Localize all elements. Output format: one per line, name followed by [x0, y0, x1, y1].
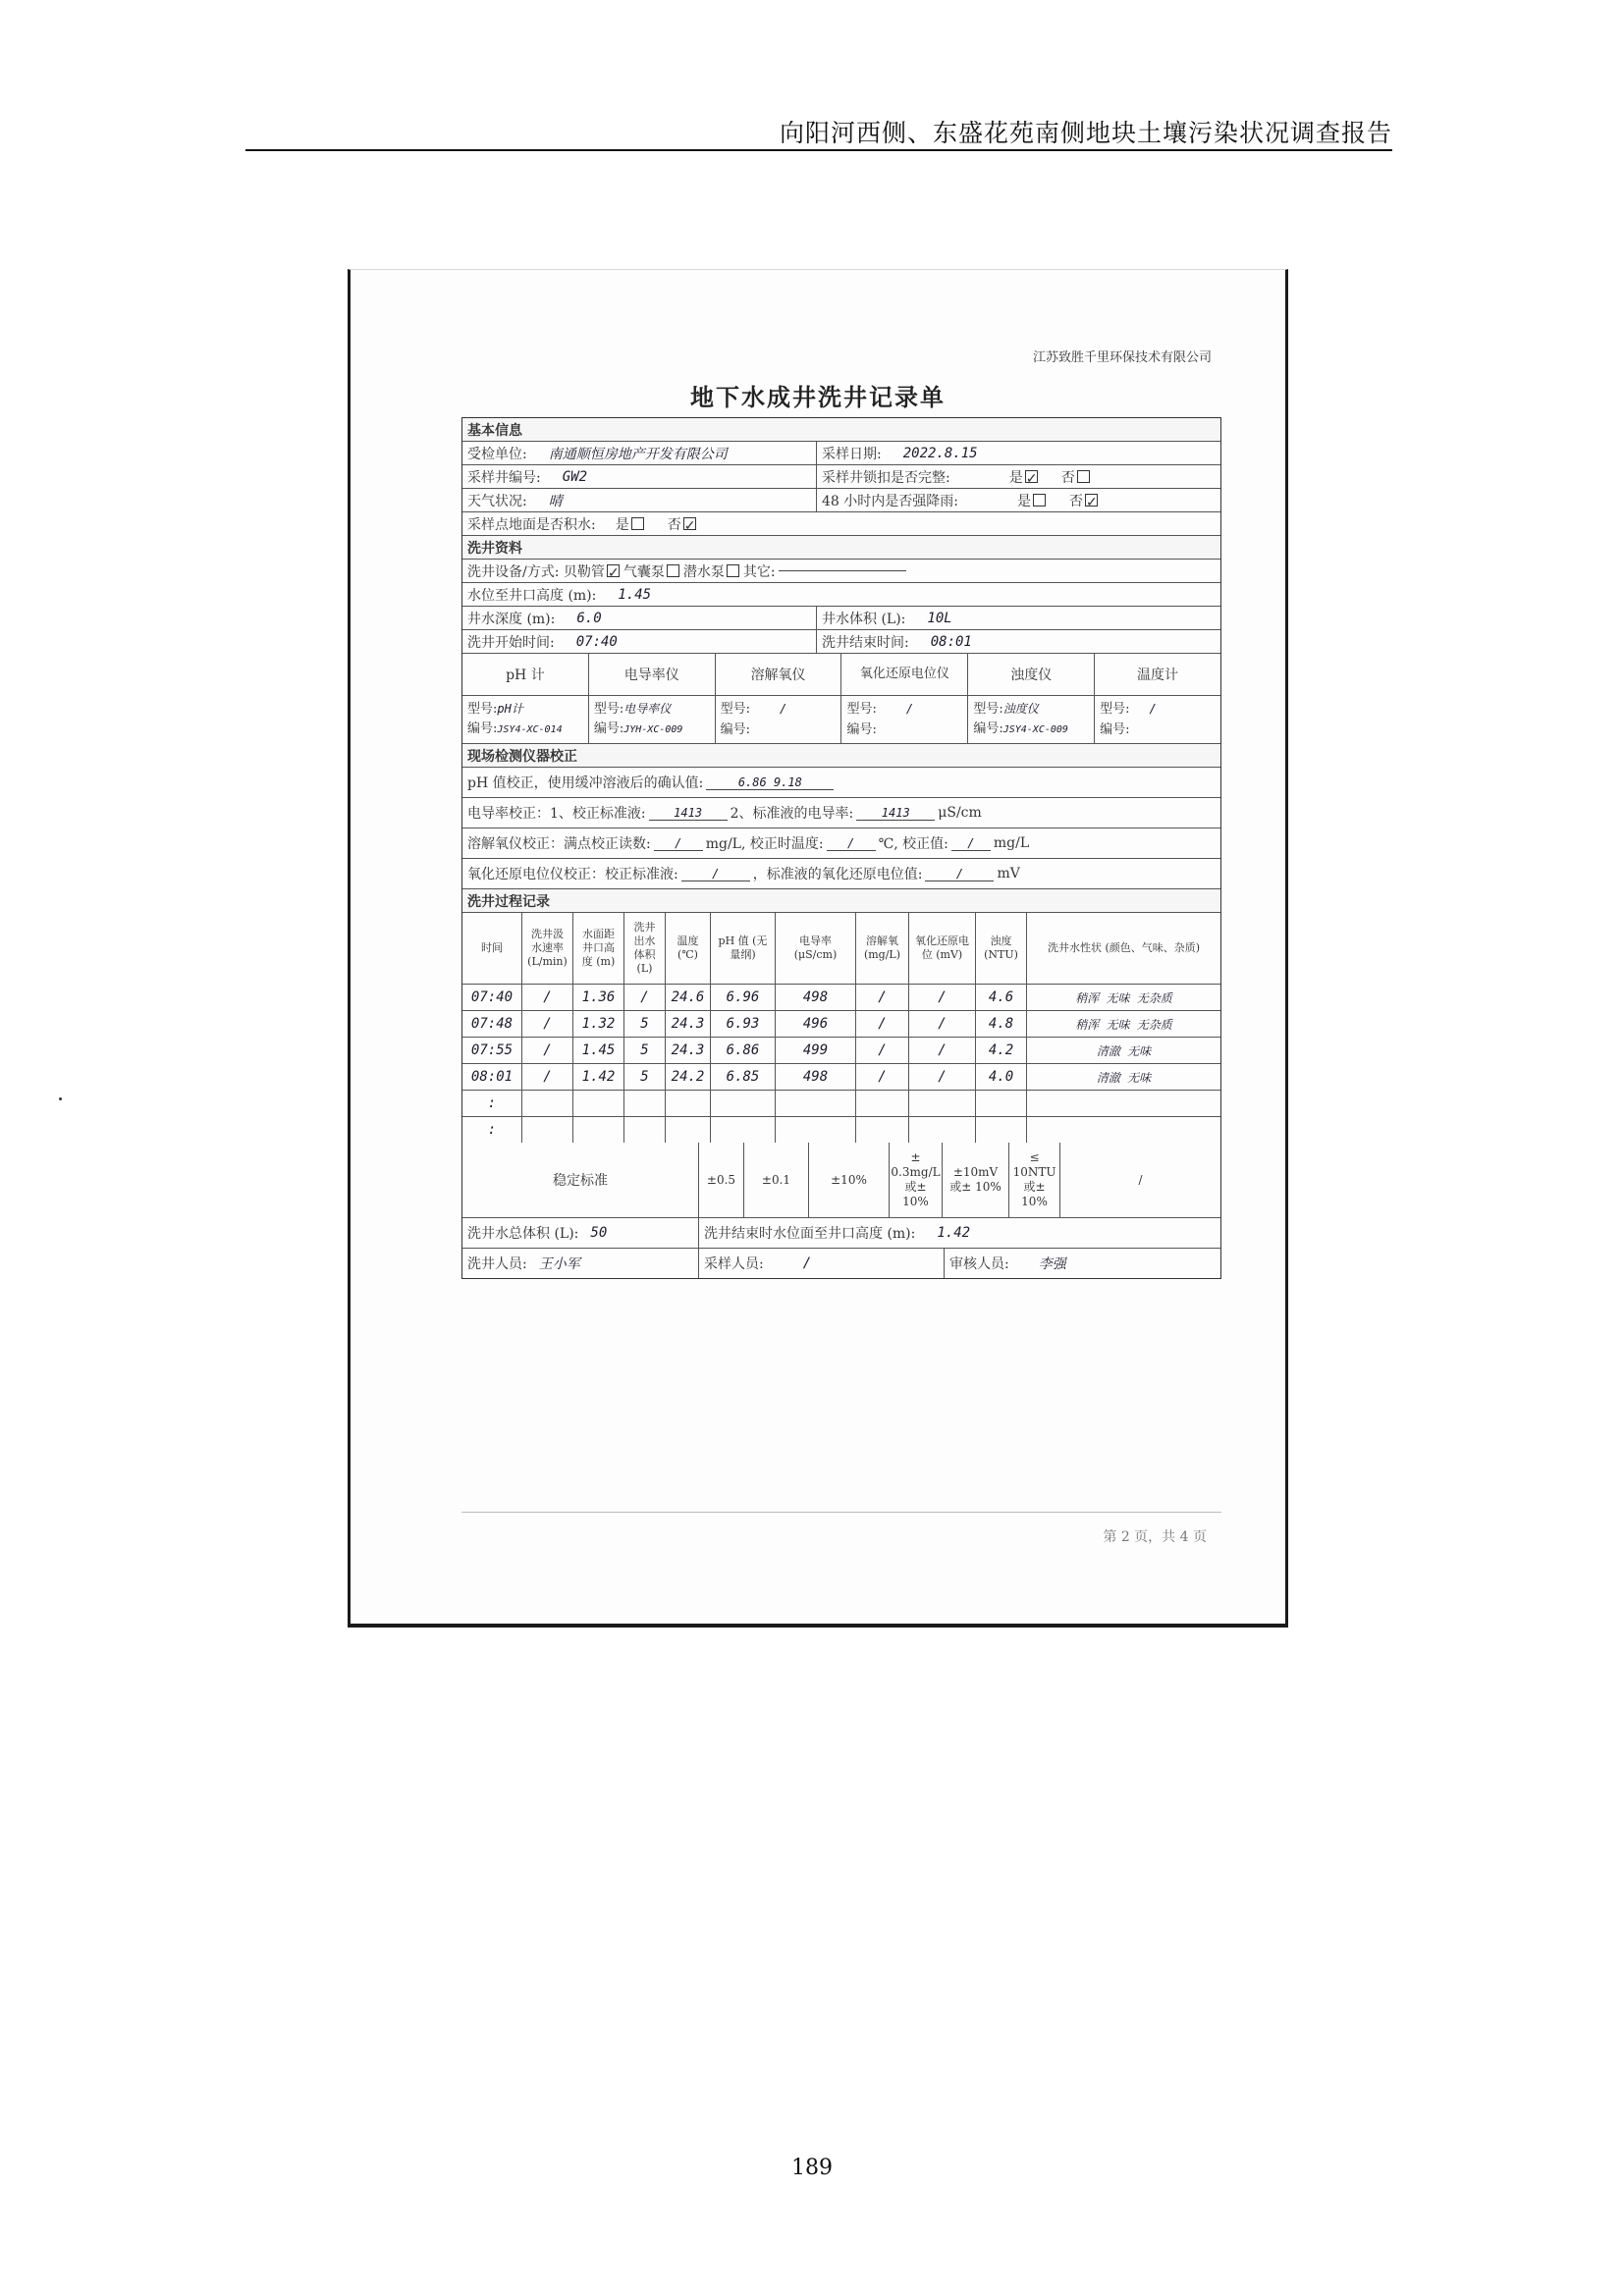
- ponding-yes-checkbox: [631, 517, 644, 530]
- process-cell: [665, 1117, 710, 1143]
- lock-field: 采样井锁扣是否完整: 是 ✓ 否: [816, 465, 1220, 488]
- inst-header-ec: 电导率仪: [588, 654, 715, 695]
- process-cell: /: [908, 1011, 975, 1037]
- bailer-checkbox: ✓: [607, 565, 620, 581]
- process-cell: 5: [623, 1064, 665, 1090]
- process-cell: 4.0: [975, 1064, 1026, 1090]
- process-cell: /: [855, 1064, 908, 1090]
- ponding-no-checkbox: ✓: [683, 518, 696, 534]
- process-cell: [623, 1091, 665, 1116]
- process-cell: 07:48: [470, 1016, 514, 1032]
- equipment-field: 洗井设备/方式: 贝勒管 ✓ 气囊泵 潜水泵 其它:: [462, 560, 1220, 582]
- date-field: 采样日期: 2022.8.15: [816, 442, 1220, 464]
- volume-value: 10L: [927, 610, 952, 626]
- process-cell: [623, 1117, 665, 1143]
- section-process: 洗井过程记录: [462, 889, 1220, 912]
- process-cell: 5: [623, 1011, 665, 1037]
- process-cell: /: [521, 985, 572, 1010]
- orp-calibration: 氧化还原电位仪校正：校正标准液: / ，标准液的氧化还原电位值: / mV: [467, 866, 1020, 882]
- lock-no-checkbox: [1077, 470, 1090, 483]
- process-cell: /: [855, 985, 908, 1010]
- end-level-field: 洗井结束时水位面至井口高度 (m): 1.42: [698, 1218, 1220, 1248]
- process-cell: 498: [775, 1064, 855, 1090]
- process-row: [462, 1038, 1220, 1064]
- ec-calibration: 电导率校正：1、校正标准液: 1413 2、标准液的电导率: 1413 μS/cm: [467, 805, 982, 822]
- depth-field: 井水深度 (m): 6.0: [467, 610, 602, 627]
- process-cell: [855, 1091, 908, 1116]
- process-row: [462, 1091, 1220, 1117]
- process-row: [462, 1011, 1220, 1038]
- process-cell: [521, 1117, 572, 1143]
- process-cell: 1.32: [572, 1011, 623, 1037]
- inst-header-orp: 氧化还原电位仪: [840, 654, 967, 695]
- ph-calibration: pH 值校正，使用缓冲溶液后的确认值: 6.86 9.18: [462, 768, 1220, 797]
- submersible-pump-checkbox: [727, 564, 739, 577]
- end-time-field: 洗井结束时间: 08:01: [816, 630, 1220, 653]
- sampler-field: 采样人员: /: [698, 1249, 944, 1278]
- process-cell: 24.3: [665, 1038, 710, 1063]
- process-cell: :: [487, 1122, 497, 1138]
- end-time-value: 08:01: [930, 633, 972, 650]
- rain-no-checkbox: ✓: [1085, 495, 1098, 510]
- process-cell: 1.42: [572, 1064, 623, 1090]
- inst-header-ph: pH 计: [506, 667, 545, 683]
- process-cell: /: [623, 985, 665, 1010]
- process-cell: 4.2: [975, 1038, 1026, 1063]
- date-value: 2022.8.15: [902, 445, 978, 461]
- inst-ph: 型号:pH计 编号:JSY4-XC-014: [467, 702, 563, 736]
- washer-field: 洗井人员: 王小军: [467, 1256, 580, 1272]
- volume-field: 井水体积 (L): 10L: [816, 607, 1220, 629]
- depth-value: 6.0: [576, 610, 602, 626]
- process-cell: [710, 1117, 775, 1143]
- process-cell: [521, 1091, 572, 1116]
- lock-yes-checkbox: ✓: [1025, 471, 1038, 487]
- process-cell: 498: [775, 985, 855, 1010]
- process-cell: /: [908, 1064, 975, 1090]
- process-cell: [908, 1091, 975, 1116]
- well-field: 采样井编号: GW2: [467, 468, 588, 486]
- process-row: [462, 1117, 1220, 1143]
- section-wash: 洗井资料: [462, 536, 1220, 559]
- section-basic: 基本信息: [462, 418, 1220, 441]
- process-cell: [775, 1091, 855, 1116]
- process-cell: 07:55: [470, 1042, 514, 1058]
- bladder-pump-checkbox: [667, 564, 679, 577]
- process-cell: 4.6: [975, 985, 1026, 1010]
- well-value: GW2: [562, 468, 588, 485]
- process-cell: 499: [775, 1038, 855, 1063]
- process-cell: 6.96: [710, 985, 775, 1010]
- unit-value: 南通顺恒房地产开发有限公司: [548, 446, 728, 462]
- process-cell: 6.85: [710, 1064, 775, 1090]
- form-page-info: 第 2 页，共 4 页: [1103, 1529, 1207, 1545]
- process-cell: 24.3: [665, 1011, 710, 1037]
- process-cell: 07:40: [470, 989, 514, 1005]
- process-cell: 5: [623, 1038, 665, 1063]
- scan-footer-line: [461, 1512, 1221, 1513]
- rain-yes-checkbox: [1033, 494, 1046, 507]
- weather-field: 天气状况: 晴: [462, 489, 816, 511]
- reviewer-field: 审核人员: 李强: [944, 1249, 1220, 1278]
- process-cell: 1.36: [572, 985, 623, 1010]
- running-header: 向阳河西侧、东盛花苑南侧地块土壤污染状况调查报告: [779, 119, 1392, 147]
- water-level-value: 1.45: [618, 586, 652, 603]
- rain-field: 48 小时内是否强降雨: 是 否 ✓: [816, 489, 1220, 511]
- process-cell: 08:01: [470, 1069, 514, 1085]
- inst-ec: 型号:电导率仪 编号:JYH-XC-009: [588, 696, 715, 743]
- record-form: [461, 417, 1221, 1279]
- scanned-form-image: [348, 269, 1288, 1628]
- process-cell: 6.86: [710, 1038, 775, 1063]
- process-cell: [572, 1091, 623, 1116]
- process-cell: /: [521, 1064, 572, 1090]
- process-cell: /: [855, 1011, 908, 1037]
- inst-thermo: 型号: / 编号:: [1094, 696, 1220, 743]
- unit-field: 受检单位: 南通顺恒房地产开发有限公司: [462, 442, 816, 464]
- process-cell: /: [908, 1038, 975, 1063]
- start-time-value: 07:40: [575, 633, 618, 650]
- process-cell: /: [521, 1038, 572, 1063]
- process-cell: 24.6: [665, 985, 710, 1010]
- page-number: 189: [791, 2156, 833, 2180]
- process-cell: 24.2: [665, 1064, 710, 1090]
- process-header-row: 时间 洗井汲水速率 (L/min) 水面距井口高度 (m) 洗井出水体积 (L) 温度 (℃) pH 值 (无量纲) 电导率 (μS/cm) 溶解氧 (mg/L) 氧化还原电位 (mV) 浊度 (NTU) 洗井水性状 (颜色、气味、杂质): [462, 913, 1220, 985]
- process-cell: 496: [775, 1011, 855, 1037]
- header-rule: [245, 149, 1392, 151]
- process-cell: [665, 1091, 710, 1116]
- process-cell: 清澈 无味: [1026, 1038, 1220, 1063]
- form-title: 地下水成井洗井记录单: [690, 383, 946, 411]
- process-cell: [1026, 1091, 1220, 1116]
- ponding-field: 采样点地面是否积水: 是 否 ✓: [467, 516, 696, 534]
- start-time-field: 洗井开始时间: 07:40: [467, 633, 618, 651]
- scan-speck: [59, 1097, 62, 1100]
- process-cell: [1026, 1117, 1220, 1143]
- water-level-field: 水位至井口高度 (m): 1.45: [467, 586, 652, 604]
- inst-header-turbidity: 浊度仪: [967, 654, 1094, 695]
- process-cell: [775, 1117, 855, 1143]
- weather-value: 晴: [548, 493, 563, 509]
- process-cell: [975, 1117, 1026, 1143]
- stability-standard-row: 稳定标准 ±0.5 ±0.1 ±10% ± 0.3mg/L 或± 10% ±10mV 或± 10% ≤ 10NTU 或± 10% /: [462, 1143, 1220, 1218]
- process-cell: [572, 1117, 623, 1143]
- process-cell: 稍浑 无味 无杂质: [1026, 1011, 1220, 1037]
- inst-do: 型号: / 编号:: [715, 696, 841, 743]
- inst-header-thermo: 温度计: [1094, 654, 1220, 695]
- process-cell: 4.8: [975, 1011, 1026, 1037]
- process-cell: [975, 1091, 1026, 1116]
- process-cell: 清澈 无味: [1026, 1064, 1220, 1090]
- total-volume-field: 洗井水总体积 (L): 50: [467, 1225, 608, 1242]
- process-cell: [710, 1091, 775, 1116]
- process-cell: 6.93: [710, 1011, 775, 1037]
- process-cell: /: [521, 1011, 572, 1037]
- process-row: [462, 985, 1220, 1011]
- process-cell: 1.45: [572, 1038, 623, 1063]
- process-cell: :: [487, 1095, 497, 1111]
- process-cell: [908, 1117, 975, 1143]
- process-row: [462, 1064, 1220, 1091]
- process-cell: /: [908, 985, 975, 1010]
- process-cell: 稍浑 无味 无杂质: [1026, 985, 1220, 1010]
- company-name: 江苏致胜千里环保技术有限公司: [1032, 350, 1212, 365]
- inst-header-do: 溶解氧仪: [715, 654, 841, 695]
- do-calibration: 溶解氧仪校正：满点校正读数: / mg/L, 校正时温度: / ℃, 校正值: / mg/L: [467, 835, 1030, 852]
- process-cell: /: [855, 1038, 908, 1063]
- process-cell: [855, 1117, 908, 1143]
- inst-turbidity: 型号:浊度仪 编号:JSY4-XC-009: [967, 696, 1094, 743]
- inst-orp: 型号: / 编号:: [840, 696, 967, 743]
- section-calibration: 现场检测仪器校正: [462, 744, 1220, 767]
